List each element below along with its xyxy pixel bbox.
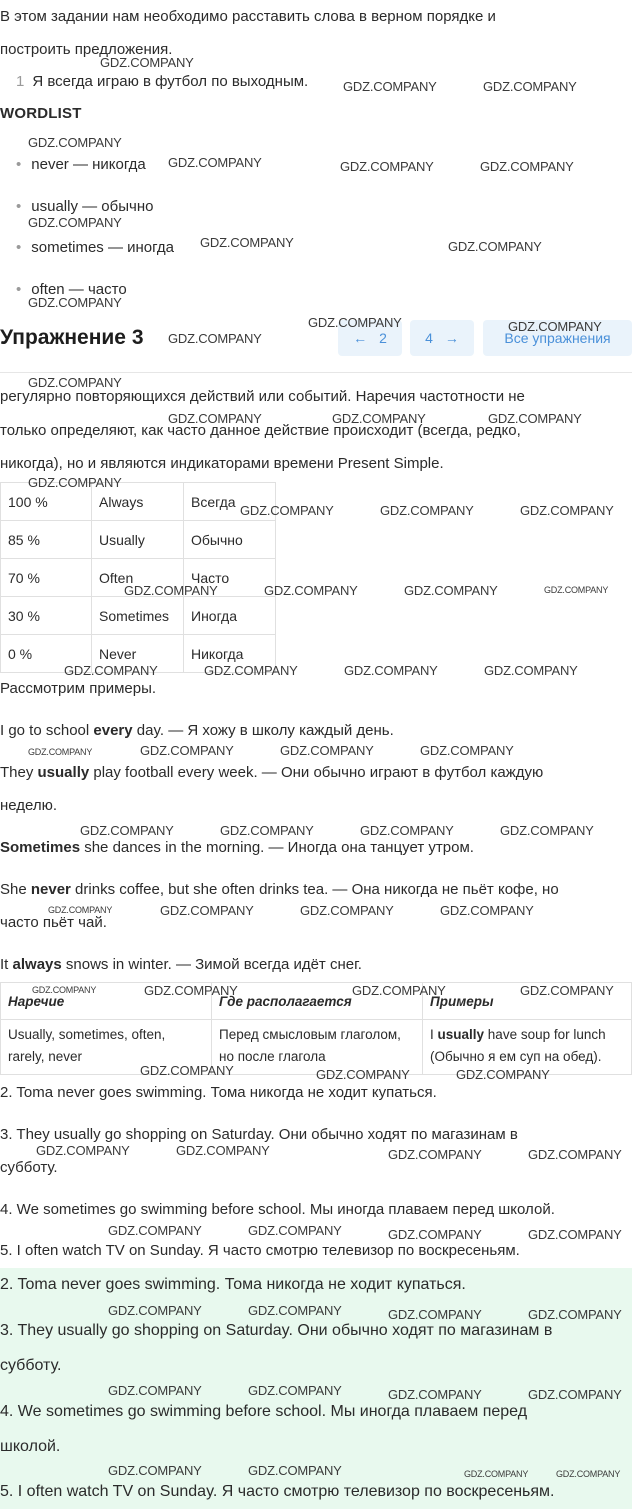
example-line: She never drinks coffee, but she often drinks tea. — Она никогда не пьёт кофе, но: [0, 881, 559, 898]
watermark: GDZ.COMPANY: [520, 983, 614, 998]
table-cell: 0 %: [1, 635, 92, 673]
watermark: GDZ.COMPANY: [28, 295, 122, 310]
bullet-icon: •: [16, 239, 22, 256]
table-header: Наречие: [1, 983, 212, 1020]
example-line: Sometimes she dances in the morning. — Иногда она танцует утром.: [0, 839, 474, 856]
watermark: GDZ.COMPANY: [28, 747, 93, 757]
watermark: GDZ.COMPANY: [528, 1227, 622, 1242]
example-line: I go to school every day. — Я хожу в школу каждый день.: [0, 722, 394, 739]
watermark: GDZ.COMPANY: [248, 1303, 342, 1318]
table-cell: Usually: [92, 521, 184, 559]
table-row: [1, 597, 276, 635]
watermark: GDZ.COMPANY: [484, 663, 578, 678]
wordlist-item: [0, 156, 146, 173]
watermark: GDZ.COMPANY: [520, 503, 614, 518]
solution-line: 5. I often watch TV on Sunday. Я часто смотрю телевизор по воскресеньям.: [0, 1242, 520, 1259]
watermark: GDZ.COMPANY: [28, 215, 122, 230]
solution-line: 2. Toma never goes swimming. Тома никогда не ходит купаться.: [0, 1084, 437, 1101]
watermark: GDZ.COMPANY: [480, 159, 574, 174]
example-line: It always snows in winter. — Зимой всегда идёт снег.: [0, 956, 362, 973]
watermark: GDZ.COMPANY: [140, 743, 234, 758]
bullet-icon: •: [16, 198, 22, 215]
answer-line: 3. They usually go shopping on Saturday. Они обычно ходят по магазинам в: [0, 1322, 553, 1339]
table-cell: Никогда: [184, 635, 276, 673]
table-cell: Sometimes: [92, 597, 184, 635]
watermark: GDZ.COMPANY: [168, 411, 262, 426]
bullet-icon: •: [16, 281, 22, 298]
answer-line: 2. Toma never goes swimming. Тома никогда не ходит купаться.: [0, 1276, 466, 1293]
watermark: GDZ.COMPANY: [140, 1063, 234, 1078]
answer-line: школой.: [0, 1438, 61, 1455]
watermark: GDZ.COMPANY: [168, 331, 262, 346]
watermark: GDZ.COMPANY: [28, 475, 122, 490]
example-line: They usually play football every week. — Они обычно играют в футбол каждую: [0, 764, 544, 781]
example-sentence: [0, 73, 308, 90]
answer-line: субботу.: [0, 1357, 62, 1374]
watermark: GDZ.COMPANY: [340, 159, 434, 174]
table-cell: Всегда: [184, 483, 276, 521]
watermark: GDZ.COMPANY: [316, 1067, 410, 1082]
bullet-icon: •: [16, 156, 22, 173]
table-cell: Часто: [184, 559, 276, 597]
watermark: GDZ.COMPANY: [352, 983, 446, 998]
watermark: GDZ.COMPANY: [108, 1223, 202, 1238]
watermark: GDZ.COMPANY: [248, 1463, 342, 1478]
watermark: GDZ.COMPANY: [108, 1303, 202, 1318]
watermark: GDZ.COMPANY: [343, 79, 437, 94]
watermark: GDZ.COMPANY: [528, 1147, 622, 1162]
exercise-title: Упражнение 3: [0, 326, 144, 349]
watermark: GDZ.COMPANY: [144, 983, 238, 998]
watermark: GDZ.COMPANY: [160, 903, 254, 918]
frequency-table: [0, 482, 276, 673]
watermark: GDZ.COMPANY: [420, 743, 514, 758]
wordlist-item-label: never — никогда: [31, 156, 146, 173]
watermark: GDZ.COMPANY: [280, 743, 374, 758]
table-header: Примеры: [423, 983, 632, 1020]
answer-line: 4. We sometimes go swimming before school. Мы иногда плаваем перед: [0, 1403, 528, 1420]
watermark: GDZ.COMPANY: [80, 823, 174, 838]
wordlist-item-label: often — часто: [31, 281, 127, 298]
watermark: GDZ.COMPANY: [28, 375, 122, 390]
divider: [0, 372, 632, 373]
watermark: GDZ.COMPANY: [344, 663, 438, 678]
watermark: GDZ.COMPANY: [556, 1469, 621, 1479]
solution-line: 3. They usually go shopping on Saturday. Они обычно ходят по магазинам в: [0, 1126, 518, 1143]
table-cell: 70 %: [1, 559, 92, 597]
examples-heading: Рассмотрим примеры.: [0, 680, 157, 697]
solution-line: субботу.: [0, 1159, 58, 1176]
watermark: GDZ.COMPANY: [388, 1307, 482, 1322]
watermark: GDZ.COMPANY: [360, 823, 454, 838]
next-exercise-button[interactable]: [410, 320, 474, 356]
table-cell: Usually, sometimes, often, rarely, never: [1, 1020, 212, 1075]
watermark: GDZ.COMPANY: [500, 823, 594, 838]
watermark: GDZ.COMPANY: [544, 585, 609, 595]
solution-line: 4. We sometimes go swimming before school. Мы иногда плаваем перед школой.: [0, 1201, 555, 1218]
watermark: GDZ.COMPANY: [248, 1383, 342, 1398]
table-cell: Перед смысловым глаголом, но после глагола: [212, 1020, 423, 1075]
watermark: GDZ.COMPANY: [240, 503, 334, 518]
watermark: GDZ.COMPANY: [448, 239, 542, 254]
theory-line: никогда), но и являются индикаторами времени Present Simple.: [0, 455, 444, 472]
watermark: GDZ.COMPANY: [380, 503, 474, 518]
table-cell: Never: [92, 635, 184, 673]
next-exercise-label: 4: [425, 330, 433, 346]
table-cell: 100 %: [1, 483, 92, 521]
watermark: GDZ.COMPANY: [464, 1469, 529, 1479]
watermark: GDZ.COMPANY: [108, 1463, 202, 1478]
all-exercises-button[interactable]: Все упражнения: [483, 320, 632, 356]
wordlist-title: WORDLIST: [0, 105, 82, 122]
table-row: [1, 521, 276, 559]
watermark: GDZ.COMPANY: [388, 1147, 482, 1162]
watermark: GDZ.COMPANY: [440, 903, 534, 918]
watermark: GDZ.COMPANY: [388, 1387, 482, 1402]
watermark: GDZ.COMPANY: [48, 905, 113, 915]
table-cell: 85 %: [1, 521, 92, 559]
theory-line: регулярно повторяющихся действий или событий. Наречия частотности не: [0, 388, 525, 405]
watermark: GDZ.COMPANY: [204, 663, 298, 678]
wordlist-item-label: usually — обычно: [31, 198, 154, 215]
table-cell: Обычно: [184, 521, 276, 559]
table-cell: 30 %: [1, 597, 92, 635]
answer-line: 5. I often watch TV on Sunday. Я часто смотрю телевизор по воскресеньям.: [0, 1483, 555, 1500]
watermark: GDZ.COMPANY: [124, 583, 218, 598]
watermark: GDZ.COMPANY: [404, 583, 498, 598]
watermark: GDZ.COMPANY: [108, 1383, 202, 1398]
watermark: GDZ.COMPANY: [308, 315, 402, 330]
example-line-cont: неделю.: [0, 797, 58, 814]
watermark: GDZ.COMPANY: [248, 1223, 342, 1238]
watermark: GDZ.COMPANY: [264, 583, 358, 598]
table-cell: Always: [92, 483, 184, 521]
prev-exercise-label: 2: [379, 330, 387, 346]
example-line-cont: часто пьёт чай.: [0, 914, 107, 931]
wordlist-item-label: sometimes — иногда: [31, 239, 175, 256]
table-cell: I usually have soup for lunch (Обычно я ем суп на обед).: [423, 1020, 632, 1075]
watermark: GDZ.COMPANY: [332, 411, 426, 426]
watermark: GDZ.COMPANY: [508, 319, 602, 334]
watermark: GDZ.COMPANY: [220, 823, 314, 838]
watermark: GDZ.COMPANY: [483, 79, 577, 94]
intro-line-2: построить предложения.: [0, 41, 173, 58]
example-text: Я всегда играю в футбол по выходным.: [32, 73, 309, 90]
watermark: GDZ.COMPANY: [200, 235, 294, 250]
wordlist-item: [0, 239, 174, 256]
watermark: GDZ.COMPANY: [176, 1143, 270, 1158]
watermark: GDZ.COMPANY: [528, 1387, 622, 1402]
intro-line-1: В этом задании нам необходимо расставить слова в верном порядке и: [0, 8, 496, 25]
arrow-left-icon: ←: [353, 330, 368, 346]
table-cell: Иногда: [184, 597, 276, 635]
watermark: GDZ.COMPANY: [168, 155, 262, 170]
watermark: GDZ.COMPANY: [488, 411, 582, 426]
watermark: GDZ.COMPANY: [32, 985, 97, 995]
watermark: GDZ.COMPANY: [528, 1307, 622, 1322]
watermark: GDZ.COMPANY: [300, 903, 394, 918]
watermark: GDZ.COMPANY: [64, 663, 158, 678]
arrow-right-icon: →: [444, 330, 459, 346]
watermark: GDZ.COMPANY: [36, 1143, 130, 1158]
wordlist-item: [0, 198, 153, 215]
watermark: GDZ.COMPANY: [456, 1067, 550, 1082]
watermark: GDZ.COMPANY: [28, 135, 122, 150]
theory-line: только определяют, как часто данное действие происходит (всегда, редко,: [0, 422, 521, 439]
watermark: GDZ.COMPANY: [388, 1227, 482, 1242]
example-number: 1: [16, 73, 25, 90]
table-cell: Often: [92, 559, 184, 597]
watermark: GDZ.COMPANY: [100, 55, 194, 70]
table-header: Где располагается: [212, 983, 423, 1020]
